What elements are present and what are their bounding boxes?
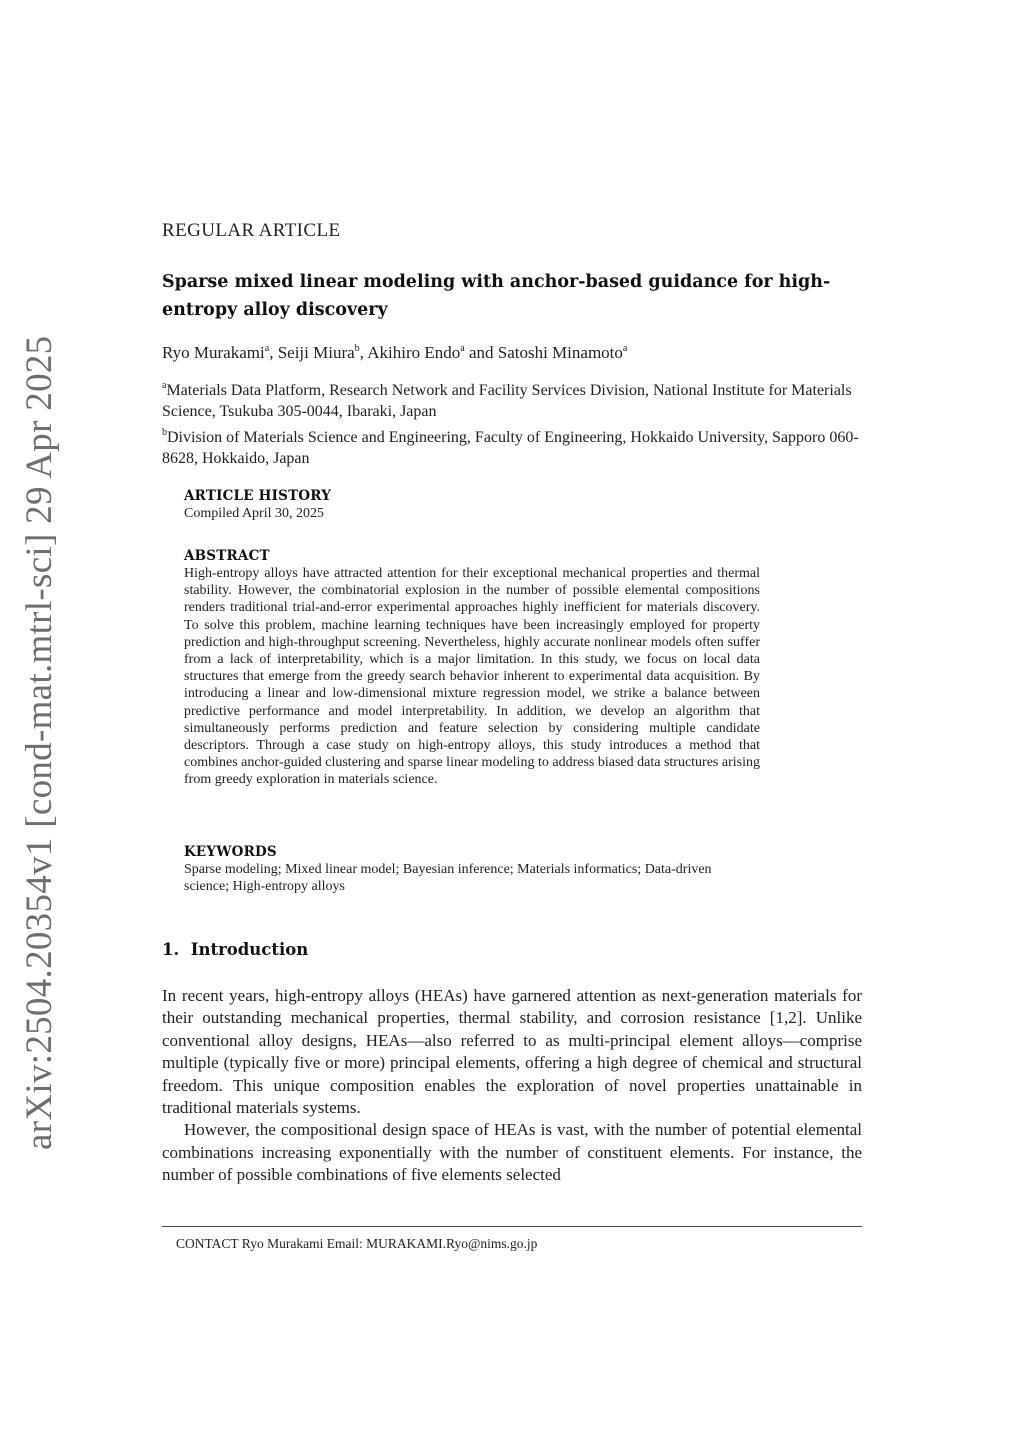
arxiv-identifier: arXiv:2504.20354v1 [cond-mat.mtrl-sci] 29 Apr 2025 [19, 335, 60, 1150]
abstract [184, 547, 760, 789]
section-heading [162, 940, 308, 959]
affiliation: $^b$Division of Materials Science and Engineering, Faculty of Engineering, Hokkaido University, Sapporo 060-8628, Hokkaido, Japan [162, 427, 859, 467]
paper-title: Sparse mixed linear modeling with anchor-based guidance for high-entropy alloy discovery [162, 272, 831, 320]
author: Ryo Murakami$^a$, [162, 343, 278, 362]
contact-footnote: CONTACT Ryo Murakami Email: MURAKAMI.Ryo@nims.go.jp [176, 1236, 538, 1251]
keywords [184, 843, 760, 895]
keywords-heading: KEYWORDS [184, 844, 277, 860]
article-history-heading: ARTICLE HISTORY [184, 488, 332, 504]
affiliation: $^a$Materials Data Platform, Research Network and Facility Services Division, National Institute for Materials Science, Tsukuba 305-0044, Ibaraki, Japan [162, 380, 852, 420]
paragraph: In recent years, high-entropy alloys (HEAs) have garnered attention as next-generation materials for their outstanding mechanical properties, thermal stability, and corrosion resistance [1,2]. Unlike conventional alloy designs, HEAs—also referred to as multi-principal element alloys—comprise multiple (typically five or more) principal elements, offering a high degree of chemical and structural freedom. This unique composition enables the exploration of novel properties unattainable in traditional materials systems. [162, 986, 862, 1118]
author: Seiji Miura$^b$, [277, 343, 368, 362]
author-list [162, 343, 627, 363]
affiliations [162, 375, 867, 469]
article-history [184, 487, 760, 522]
article-history-text: Compiled April 30, 2025 [184, 506, 324, 521]
abstract-heading: ABSTRACT [184, 548, 270, 564]
author: Satoshi Minamoto$^a$ [497, 343, 628, 362]
abstract-text: High-entropy alloys have attracted attention for their exceptional mechanical properties and thermal stability. However, the combinatorial explosion in the number of possible elemental compositions renders traditional trial-and-error experimental approaches highly inefficient for materials discovery. To solve this problem, machine learning techniques have been increasingly employed for property prediction and high-throughput screening. Nevertheless, highly accurate nonlinear models often suffer from a lack of interpretability, which is a major limitation. In this study, we focus on local data structures that emerge from the greedy search behavior inherent to experimental data acquisition. By introducing a linear and low-dimensional mixture regression model, we strike a balance between predictive performance and model interpretability. In addition, we develop an algorithm that simultaneously performs prediction and feature selection by considering multiple candidate descriptors. Through a case study on high-entropy alloys, this study introduces a method that combines anchor-guided clustering and sparse linear modeling to address biased data structures arising from greedy exploration in materials science. [184, 566, 760, 788]
keywords-text: Sparse modeling; Mixed linear model; Bayesian inference; Materials informatics; Data-driven science; High-entropy alloys [184, 862, 712, 895]
section-body [162, 985, 862, 1187]
article-type-label: REGULAR ARTICLE [162, 220, 341, 241]
section-number: 1. [162, 940, 180, 959]
author: Akihiro Endo$^a$ and [367, 343, 498, 362]
footnote-divider [162, 1226, 862, 1227]
paragraph: However, the compositional design space of HEAs is vast, with the number of potential elemental combinations increasing exponentially with the number of constituent elements. For instance, the number of possible combinations of five elements selected [162, 1120, 862, 1185]
section-title: Introduction [190, 940, 309, 959]
